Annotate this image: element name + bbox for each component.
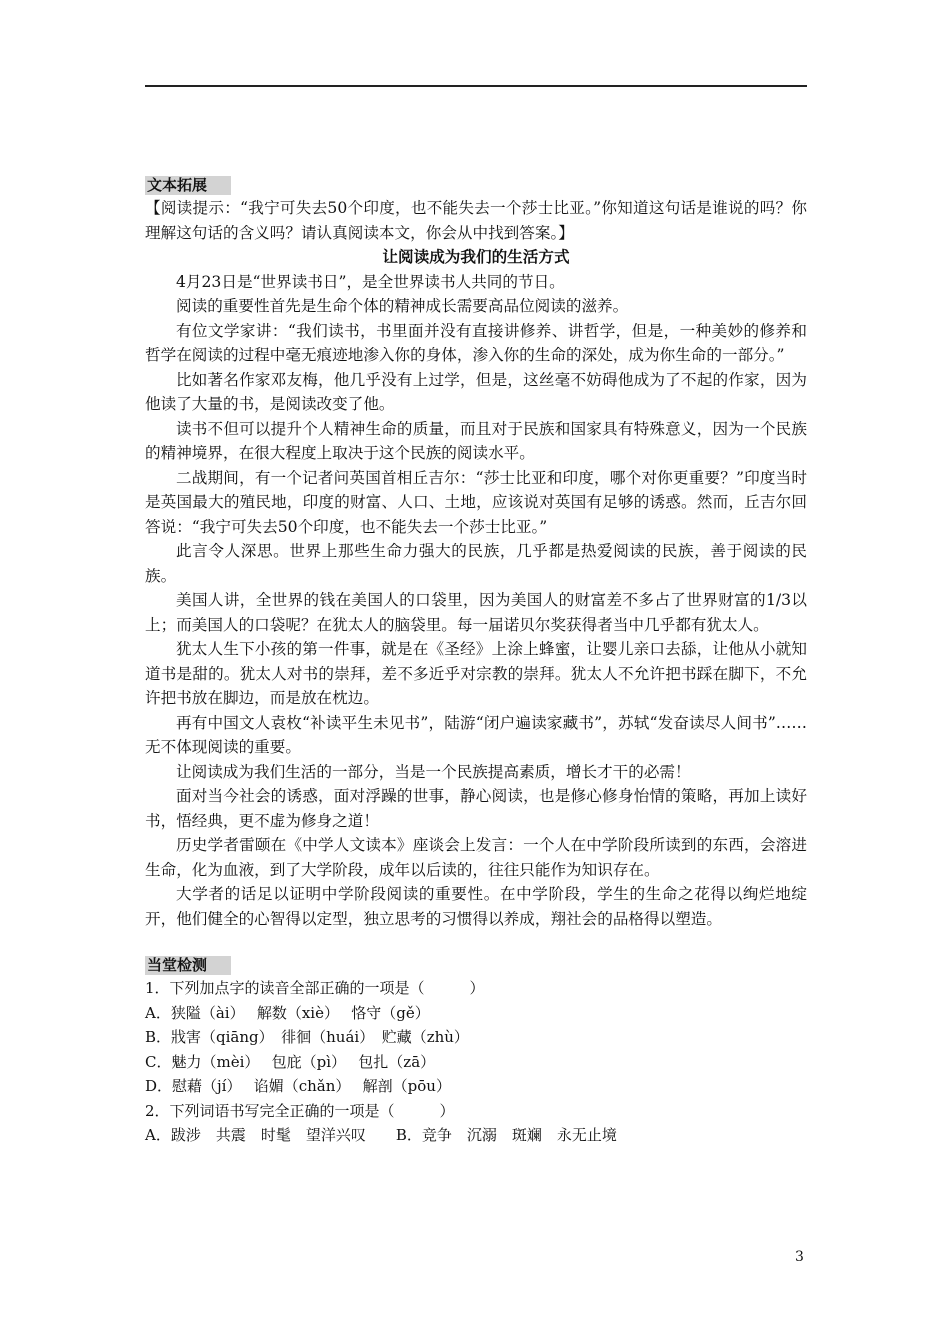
- question-option: C．魅力（mèi） 包庇（pì） 包扎（zā）: [145, 1052, 436, 1071]
- article-paragraph: 历史学者雷颐在《中学人文读本》座谈会上发言：一个人在中学阶段所读到的东西，会溶进生命，化为血液，到了大学阶段，成年以后读的，往往只能作为知识存在。: [145, 836, 807, 879]
- article-paragraph: 此言令人深思。世界上那些生命力强大的民族，几乎都是热爱阅读的民族，善于阅读的民族。: [145, 542, 807, 585]
- article-body: [145, 270, 807, 932]
- question-option: B．戕害（qiāng） 徘徊（huái） 贮藏（zhù）: [145, 1028, 469, 1046]
- article-paragraph: 让阅读成为我们生活的一部分，当是一个民族提高素质，增长才干的必需！: [176, 762, 691, 781]
- question-line: 2．下列词语书写完全正确的一项是（ ）: [145, 1101, 455, 1120]
- question-line: 1．下列加点字的读音全部正确的一项是（ ）: [145, 979, 485, 997]
- article-paragraph: 犹太人生下小孩的第一件事，就是在《圣经》上涂上蜂蜜，让婴儿亲口去舔，让他从小就知道书是甜的。犹太人对书的崇拜，差不多近乎对宗教的崇拜。犹太人不允许把书踩在脚下，不允许把书放在脚边，而是放在枕边。: [145, 640, 807, 707]
- section-heading-text-extension: 文本拓展: [145, 176, 231, 195]
- article-paragraph: 阅读的重要性首先是生命个体的精神成长需要高品位阅读的滋养。: [176, 297, 629, 315]
- reading-tip: 【阅读提示：“我宁可失去50个印度，也不能失去一个莎士比亚。”你知道这句话是谁说的吗？你理解这句话的含义吗？请认真阅读本文，你会从中找到答案。】: [145, 199, 807, 242]
- question-option: A．狭隘（ài） 解数（xiè） 恪守（gě）: [145, 1003, 430, 1022]
- article-paragraph: 二战期间，有一个记者问英国首相丘吉尔：“莎士比亚和印度，哪个对你更重要？”印度当时是英国最大的殖民地，印度的财富、人口、土地，应该说对英国有足够的诱惑。然而，丘吉尔回答说：“我宁可失去50个印度，也不能失去一个莎士比亚。”: [145, 468, 807, 536]
- article-paragraph: 有位文学家讲：“我们读书，书里面并没有直接讲修养、讲哲学，但是，一种美妙的修养和哲学在阅读的过程中毫无痕迹地渗入你的身体，渗入你的生命的深处，成为你生命的一部分。”: [145, 321, 807, 364]
- question-list: [145, 976, 807, 1148]
- page-number: 3: [795, 1249, 804, 1265]
- question-option: A．跋涉 共震 时髦 望洋兴叹 B．竞争 沉溺 斑斓 永无止境: [145, 1126, 617, 1144]
- page-content: [145, 175, 807, 1148]
- header-rule: [145, 85, 807, 87]
- article-paragraph: 比如著名作家邓友梅，他几乎没有上过学，但是，这丝毫不妨碍他成为了不起的作家，因为他读了大量的书，是阅读改变了他。: [145, 370, 807, 413]
- article-paragraph: 美国人讲，全世界的钱在美国人的口袋里，因为美国人的财富差不多占了世界财富的1/3以上；而美国人的口袋呢？在犹太人的脑袋里。每一届诺贝尔奖获得者当中几乎都有犹太人。: [145, 591, 807, 634]
- article-paragraph: 再有中国文人袁枚“补读平生未见书”，陆游“闭户遍读家藏书”，苏轼“发奋读尽人间书”……无不体现阅读的重要。: [145, 713, 807, 756]
- article-paragraph: 4月23日是“世界读书日”，是全世界读书人共同的节日。: [176, 272, 565, 291]
- question-option: D．慰藉（jí） 谄媚（chǎn） 解剖（pōu）: [145, 1077, 451, 1095]
- article-title: 让阅读成为我们的生活方式: [382, 247, 570, 266]
- article-paragraph: 大学者的话足以证明中学阶段阅读的重要性。在中学阶段，学生的生命之花得以绚烂地绽开，他们健全的心智得以定型，独立思考的习惯得以养成，翔社会的品格得以塑造。: [145, 885, 807, 928]
- section-heading-class-check: 当堂检测: [145, 956, 231, 975]
- article-paragraph: 面对当今社会的诱惑，面对浮躁的世事，静心阅读，也是修心修身怡情的策略，再加上读好书，悟经典，更不虚为修身之道！: [145, 787, 807, 830]
- article-paragraph: 读书不但可以提升个人精神生命的质量，而且对于民族和国家具有特殊意义，因为一个民族的精神境界，在很大程度上取决于这个民族的阅读水平。: [145, 419, 807, 462]
